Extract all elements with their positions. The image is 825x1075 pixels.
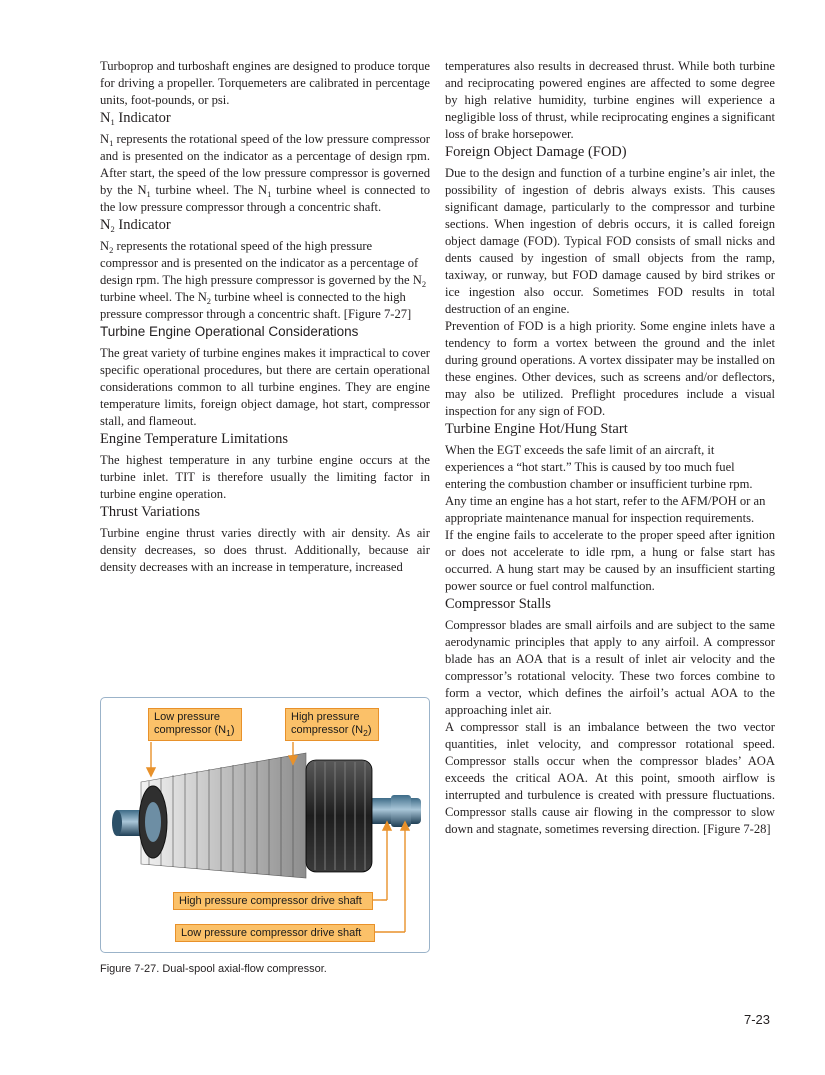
thrust-continued-paragraph: temperatures also results in decreased thrust. While both turbine and reciprocating powered engines are affected to some degree by high relative humidity, turbine engines will experience a negligible loss of thrust, while reciprocating engines a significant loss of brake horsepower.: [445, 59, 775, 141]
fod-paragraph-2: Prevention of FOD is a high priority. Some engine inlets have a tendency to form a vortex between the ground and the inlet during ground operations. A vortex dissipater may be installed on these engines. Other devices, such as screens and/or deflectors, may also be utilized. Preflight procedures include a visual inspection for any sign of FOD.: [445, 319, 775, 418]
figure-caption: Figure 7-27. Dual-spool axial-flow compressor.: [100, 963, 327, 975]
right-column: [445, 58, 775, 838]
hung-start-paragraph: If the engine fails to accelerate to the proper speed after ignition or does not accelerate to idle rpm, a hung or false start has occurred. A hung start may be caused by an insufficient starting power source or fuel control malfunction.: [445, 528, 775, 593]
n1-indicator-heading: $N_1$ Indicator: [100, 110, 171, 127]
n2-indicator-heading: $N_2$ Indicator: [100, 217, 171, 234]
thrust-variations-heading: Thrust Variations: [100, 504, 201, 520]
high-pressure-shaft-label: High pressure compressor drive shaft: [173, 892, 373, 910]
low-pressure-compressor-label: Low pressure compressor $(N_1)$: [148, 708, 242, 741]
intro-paragraph: Turboprop and turboshaft engines are designed to produce torque for driving a propeller. Torquemeters are calibrated in percentage units, foot-pounds, or psi.: [100, 59, 430, 107]
n1-indicator-paragraph: $N_1$ represents the rotational speed of the low pressure compressor and is presented on the indicator as a percentage of design rpm. After start, the speed of the low pressure compressor is governed by the $N_1$ turbine wheel. The $N_1$ turbine wheel is connected to the low pressure compressor through a concentric shaft.: [100, 132, 430, 214]
fod-paragraph-1: Due to the design and function of a turbine engine’s air inlet, the possibility of ingestion of debris always exists. This causes significant damage, particularly to the compressor and turbine sections. When ingestion of debris occurs, it is called foreign object damage (FOD). Typical FOD consists of small nicks and dents caused by ingestion of small objects from the ramp, taxiway, or runway, but FOD damage caused by bird strikes or ice ingestion also occur. Sometimes FOD results in total destruction of an engine.: [445, 166, 775, 316]
operational-considerations-heading: Turbine Engine Operational Considerations: [100, 324, 359, 339]
hot-start-paragraph: When the EGT exceeds the safe limit of an aircraft, it experiences a “hot start.” This is caused by too much fuel entering the combustion chamber or insufficient turbine rpm. Any time an engine has a hot start, refer to the AFM/POH or an appropriate maintenance manual for inspection requirements.: [445, 443, 766, 525]
fod-heading: Foreign Object Damage (FOD): [445, 144, 627, 160]
compressor-stalls-heading: Compressor Stalls: [445, 596, 551, 612]
left-column: [100, 58, 430, 576]
low-pressure-shaft-label: Low pressure compressor drive shaft: [175, 924, 375, 942]
page-number: 7-23: [744, 1012, 771, 1027]
n2-indicator-paragraph: $N_2$ represents the rotational speed of the high pressure compressor and is presented on the indicator as a percentage of design rpm. The high pressure compressor is governed by the $N_2$ turbine wheel. The $N_2$ turbine wheel is connected to the high pressure compressor through a concentric shaft. [Figure 7-27]: [100, 239, 427, 321]
high-pressure-compressor-label: High pressure compressor $(N_2)$: [285, 708, 379, 741]
compressor-stalls-paragraph-2: A compressor stall is an imbalance between the two vector quantities, inlet velocity, and compressor rotational speed. Compressor stalls occur when the compressor blades’ AOA exceeds the critical AOA. At this point, smooth airflow is interrupted and turbulence is created with pressure fluctuations. Compressor stalls cause air flowing in the compressor to slow down and stagnate, sometimes reversing direction. [Figure 7-28]: [445, 720, 775, 836]
hot-hung-start-heading: Turbine Engine Hot/Hung Start: [445, 421, 628, 437]
thrust-variations-paragraph: Turbine engine thrust varies directly with air density. As air density decreases, so does thrust. Additionally, because air density decreases with an increase in temperature, increased: [100, 526, 430, 574]
operational-considerations-paragraph: The great variety of turbine engines makes it impractical to cover specific operational procedures, but there are certain operational considerations common to all turbine engines. They are engine temperature limits, foreign object damage, hot start, compressor stall, and flameout.: [100, 346, 430, 428]
high-pressure-compressor-rotor: [306, 760, 372, 872]
temperature-limitations-paragraph: The highest temperature in any turbine engine occurs at the turbine inlet. TIT is therefore usually the limiting factor in turbine engine operation.: [100, 453, 430, 501]
figure-7-27: [100, 697, 430, 953]
compressor-stalls-paragraph-1: Compressor blades are small airfoils and are subject to the same aerodynamic principles that apply to any airfoil. A compressor blade has an AOA that is a result of inlet air velocity and the compressor’s rotational velocity. These two forces combine to form a vector, which defines the airfoil’s actual AOA to the approaching inlet air.: [445, 618, 775, 717]
temperature-limitations-heading: Engine Temperature Limitations: [100, 431, 288, 447]
